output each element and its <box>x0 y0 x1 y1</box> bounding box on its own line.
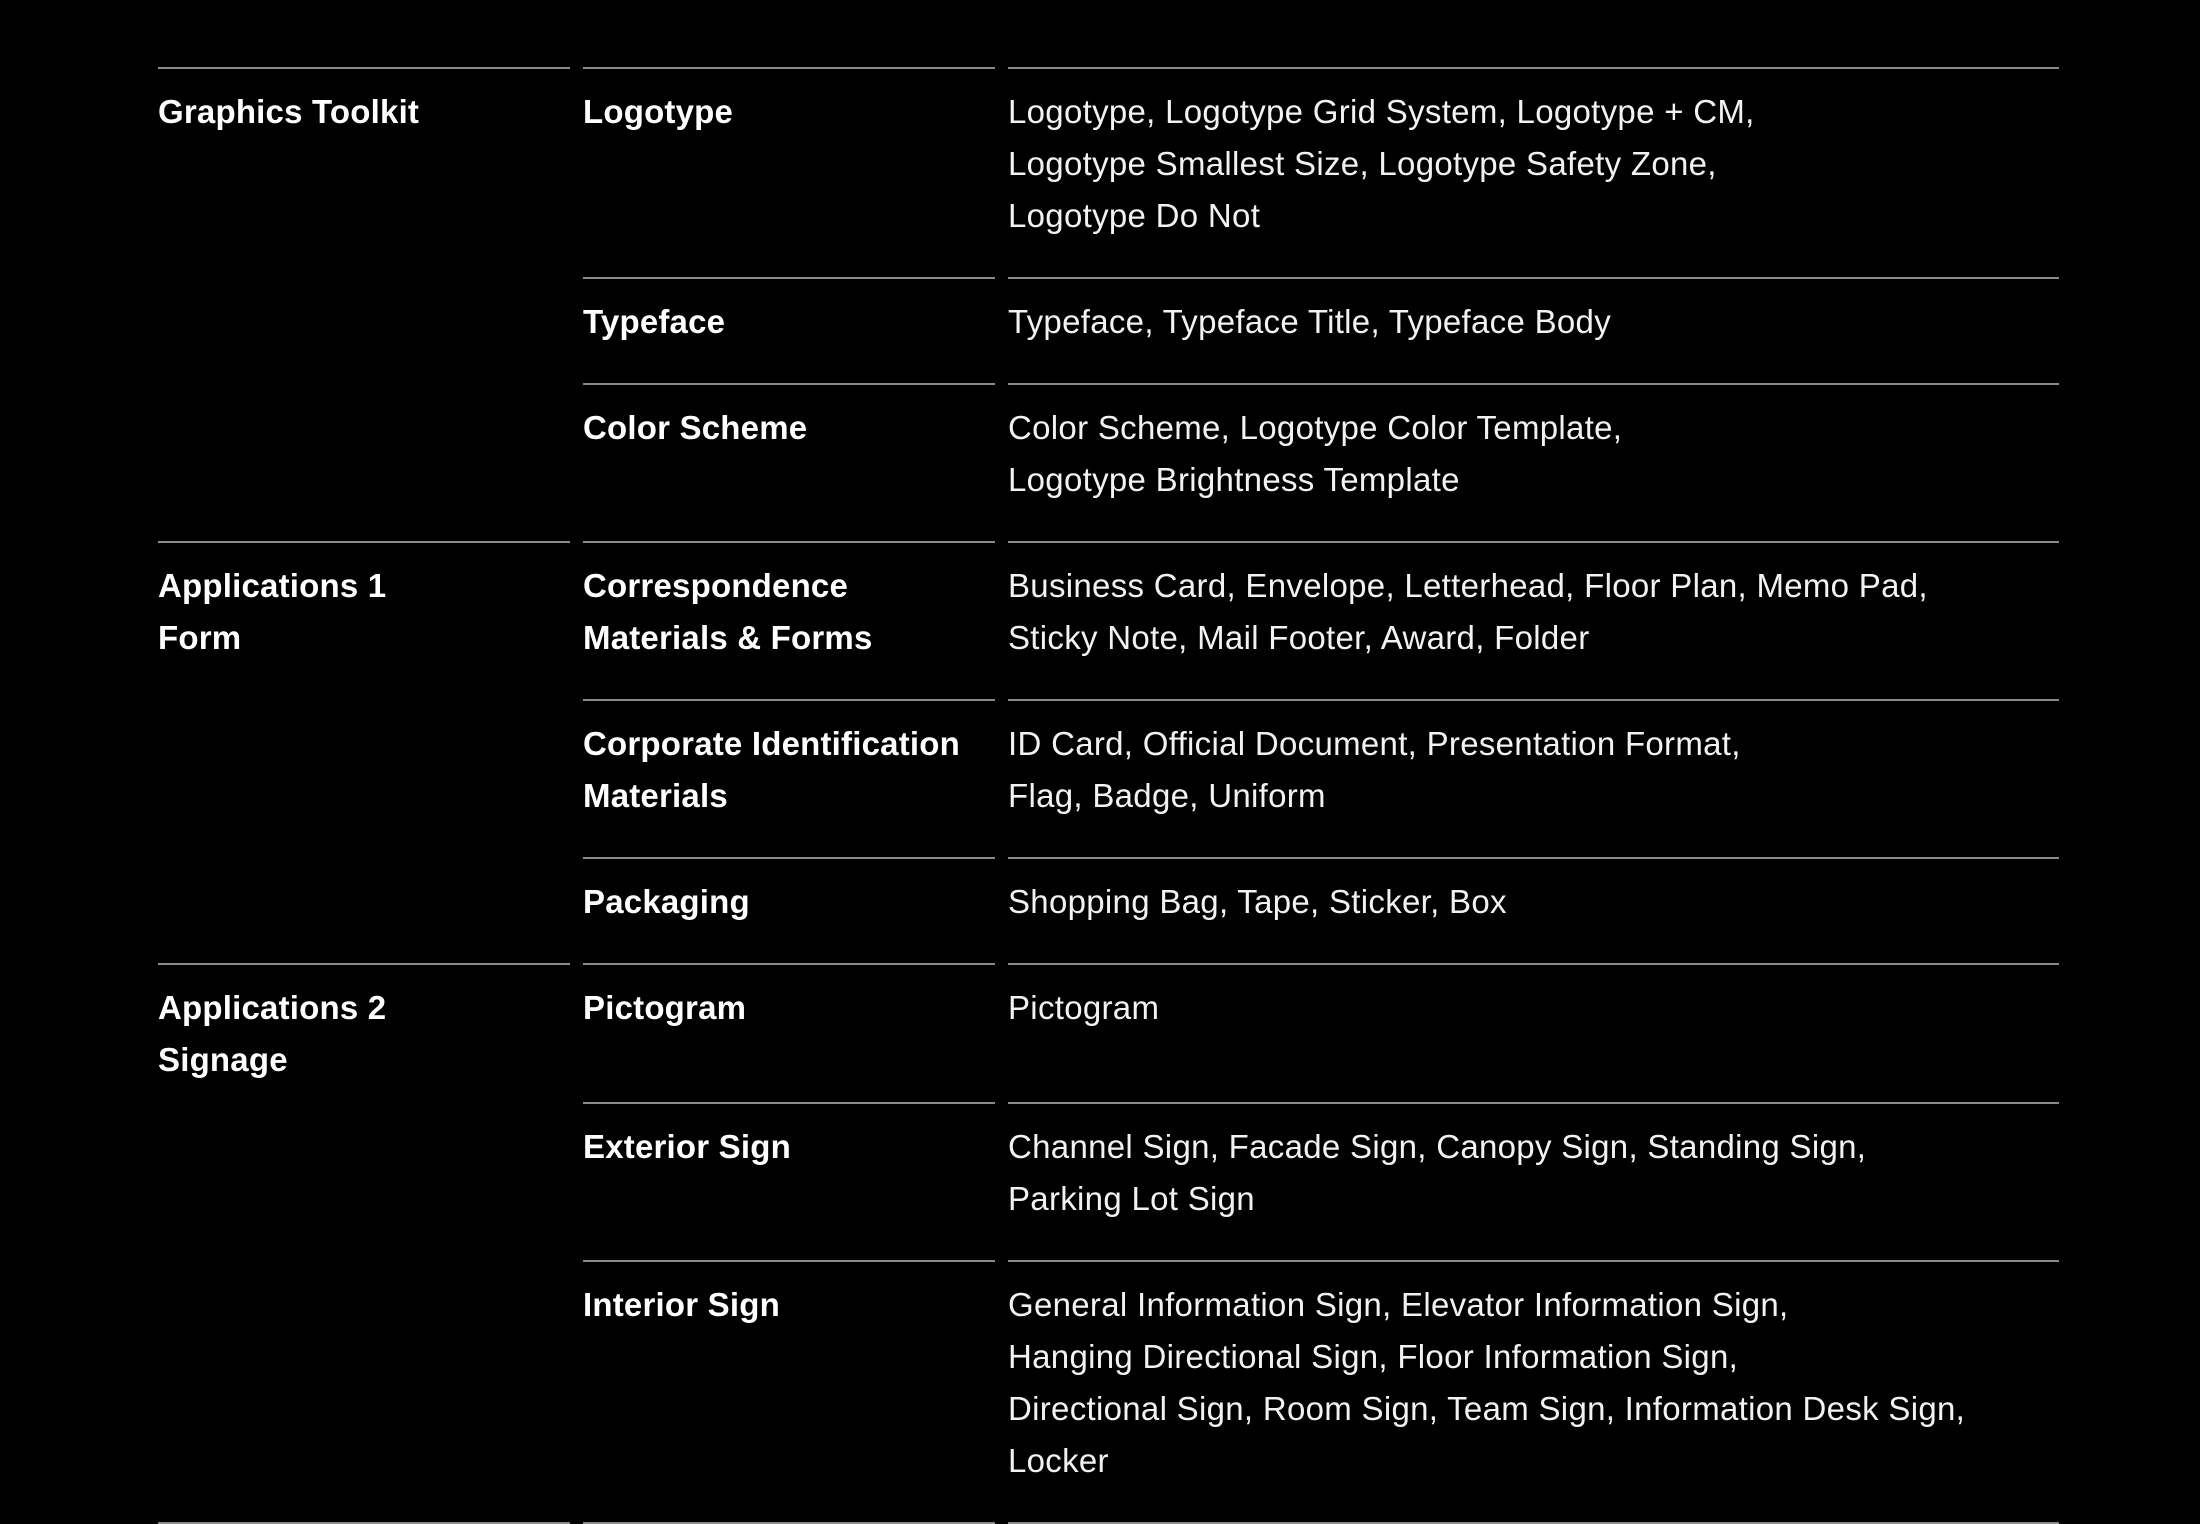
category-label <box>583 402 807 454</box>
details-text-line: ID Card, Official Document, Presentation Format, <box>1008 725 1741 762</box>
section-rule <box>158 541 570 543</box>
details-text <box>1008 560 1928 664</box>
details-row-rule <box>1008 67 2059 69</box>
section-title-line: Signage <box>158 1041 288 1078</box>
details-row-rule <box>1008 699 2059 701</box>
details-text-line: Flag, Badge, Uniform <box>1008 777 1326 814</box>
category-rule <box>583 277 995 279</box>
category-label <box>583 560 873 664</box>
category-label-line: Interior Sign <box>583 1286 780 1323</box>
category-rule <box>583 699 995 701</box>
details-text <box>1008 876 1507 928</box>
details-row-rule <box>1008 1102 2059 1104</box>
category-label-line: Logotype <box>583 93 734 130</box>
details-text <box>1008 982 1159 1034</box>
category-label <box>583 876 750 928</box>
category-label <box>583 1279 780 1331</box>
category-label <box>583 296 725 348</box>
category-label <box>583 982 746 1034</box>
category-label-line: Packaging <box>583 883 750 920</box>
section-title <box>158 560 386 664</box>
details-text-line: Business Card, Envelope, Letterhead, Floor Plan, Memo Pad, <box>1008 567 1928 604</box>
details-text-line: Hanging Directional Sign, Floor Information Sign, <box>1008 1338 1739 1375</box>
details-text-line: Parking Lot Sign <box>1008 1180 1255 1217</box>
details-text-line: General Information Sign, Elevator Information Sign, <box>1008 1286 1789 1323</box>
category-label <box>583 718 960 822</box>
category-label-line: Materials <box>583 777 728 814</box>
details-text <box>1008 86 1755 242</box>
category-label-line: Typeface <box>583 303 726 340</box>
category-label <box>583 86 733 138</box>
details-text <box>1008 718 1741 822</box>
section-title-line: Applications 2 <box>158 989 387 1026</box>
category-label-line: Exterior Sign <box>583 1128 791 1165</box>
details-text-line: Shopping Bag, Tape, Sticker, Box <box>1008 883 1507 920</box>
category-label-line: Pictogram <box>583 989 747 1026</box>
category-rule <box>583 1102 995 1104</box>
details-text <box>1008 1121 1866 1225</box>
details-text-line: Logotype Do Not <box>1008 197 1261 234</box>
section-rule <box>158 67 570 69</box>
section-title <box>158 982 386 1086</box>
category-label-line: Materials & Forms <box>583 619 873 656</box>
category-label-line: Corporate Identification <box>583 725 960 762</box>
category-label-line: Color Scheme <box>583 409 808 446</box>
details-row-rule <box>1008 383 2059 385</box>
details-row-rule <box>1008 1260 2059 1262</box>
category-rule <box>583 857 995 859</box>
details-row-rule <box>1008 963 2059 965</box>
details-text <box>1008 402 1622 506</box>
section-title-line: Form <box>158 619 242 656</box>
details-text <box>1008 296 1611 348</box>
details-text-line: Logotype, Logotype Grid System, Logotype + CM, <box>1008 93 1755 130</box>
details-text <box>1008 1279 1965 1487</box>
details-row-rule <box>1008 857 2059 859</box>
section-title <box>158 86 419 138</box>
category-label-line: Correspondence <box>583 567 849 604</box>
details-text-line: Sticky Note, Mail Footer, Award, Folder <box>1008 619 1590 656</box>
category-rule <box>583 383 995 385</box>
category-rule <box>583 541 995 543</box>
details-text-line: Locker <box>1008 1442 1109 1479</box>
details-text-line: Directional Sign, Room Sign, Team Sign, Information Desk Sign, <box>1008 1390 1966 1427</box>
details-text-line: Color Scheme, Logotype Color Template, <box>1008 409 1623 446</box>
section-title-line: Graphics Toolkit <box>158 93 420 130</box>
category-rule <box>583 67 995 69</box>
details-row-rule <box>1008 541 2059 543</box>
category-label <box>583 1121 791 1173</box>
category-rule <box>583 1260 995 1262</box>
details-text-line: Pictogram <box>1008 989 1160 1026</box>
details-text-line: Logotype Smallest Size, Logotype Safety Zone, <box>1008 145 1717 182</box>
details-text-line: Channel Sign, Facade Sign, Canopy Sign, Standing Sign, <box>1008 1128 1867 1165</box>
section-title-line: Applications 1 <box>158 567 387 604</box>
category-rule <box>583 963 995 965</box>
details-row-rule <box>1008 277 2059 279</box>
details-text-line: Logotype Brightness Template <box>1008 461 1460 498</box>
section-rule <box>158 963 570 965</box>
details-text-line: Typeface, Typeface Title, Typeface Body <box>1008 303 1612 340</box>
